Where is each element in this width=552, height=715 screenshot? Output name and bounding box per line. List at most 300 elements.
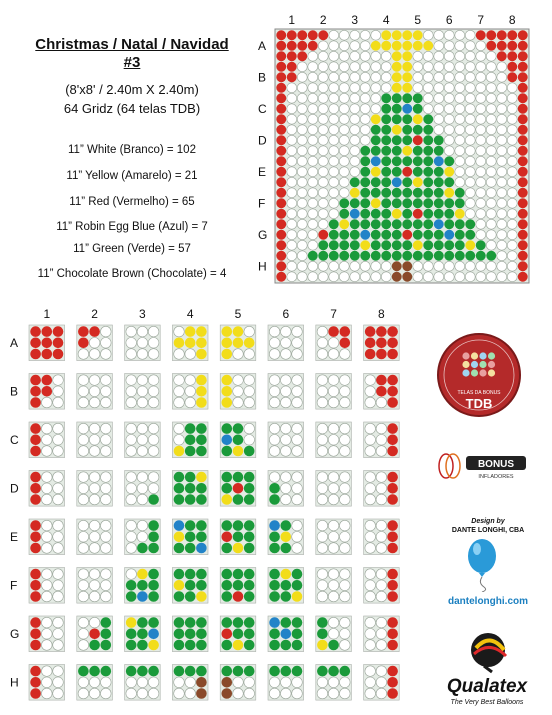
- overview-balloon: [287, 261, 297, 271]
- overview-balloon: [465, 51, 475, 61]
- block-balloon: [53, 338, 64, 349]
- block-balloon: [292, 543, 303, 554]
- overview-balloon: [444, 198, 454, 208]
- block-balloon: [292, 338, 303, 349]
- block-balloon: [78, 688, 89, 699]
- block-balloon: [53, 520, 64, 531]
- overview-balloon: [308, 188, 318, 198]
- block-balloon: [126, 375, 137, 386]
- overview-balloon: [434, 30, 444, 40]
- overview-row-label: A: [258, 38, 267, 53]
- block-balloon: [42, 423, 53, 434]
- block-balloon: [340, 580, 351, 591]
- overview-balloon: [318, 146, 328, 156]
- overview-balloon: [350, 198, 360, 208]
- overview-balloon: [276, 198, 286, 208]
- block-balloon: [340, 543, 351, 554]
- block-balloon: [78, 617, 89, 628]
- block-balloon: [53, 326, 64, 337]
- block-balloon: [148, 688, 159, 699]
- block-balloon: [101, 375, 112, 386]
- block-balloon: [376, 629, 387, 640]
- block-balloon: [185, 520, 196, 531]
- tdb-dot: [488, 352, 495, 359]
- block-balloon: [42, 494, 53, 505]
- overview-balloon: [465, 30, 475, 40]
- overview-balloon: [423, 41, 433, 51]
- overview-balloon: [486, 93, 496, 103]
- block-balloon: [148, 617, 159, 628]
- overview-balloon: [507, 272, 517, 282]
- block-balloon: [244, 483, 255, 494]
- block-balloon: [196, 580, 207, 591]
- overview-balloon: [339, 125, 349, 135]
- block-balloon: [233, 629, 244, 640]
- overview-balloon: [444, 251, 454, 261]
- overview-balloon: [392, 261, 402, 271]
- block-balloon: [340, 472, 351, 483]
- block-balloon: [340, 446, 351, 457]
- website-link[interactable]: dantelonghi.com: [448, 596, 528, 607]
- block-balloon: [148, 640, 159, 651]
- block-balloon: [317, 617, 328, 628]
- overview-balloon: [287, 51, 297, 61]
- overview-balloon: [287, 251, 297, 261]
- overview-balloon: [413, 93, 423, 103]
- block-balloon: [148, 375, 159, 386]
- block-balloon: [78, 338, 89, 349]
- block-balloon: [42, 629, 53, 640]
- overview-balloon: [444, 93, 454, 103]
- block-balloon: [317, 580, 328, 591]
- overview-balloon: [329, 51, 339, 61]
- overview-balloon: [476, 104, 486, 114]
- overview-balloon: [402, 30, 412, 40]
- overview-balloon: [507, 114, 517, 124]
- block-balloon: [233, 617, 244, 628]
- exploded-col-label: 5: [234, 307, 242, 321]
- block-balloon: [174, 338, 185, 349]
- block-balloon: [340, 386, 351, 397]
- block-balloon: [101, 472, 112, 483]
- overview-balloon: [381, 51, 391, 61]
- overview-balloon: [329, 135, 339, 145]
- overview-balloon: [276, 188, 286, 198]
- overview-balloon: [465, 135, 475, 145]
- overview-balloon: [486, 146, 496, 156]
- overview-balloon: [455, 209, 465, 219]
- block-balloon: [233, 326, 244, 337]
- overview-balloon: [497, 230, 507, 240]
- block-balloon: [281, 640, 292, 651]
- block-balloon: [196, 569, 207, 580]
- overview-balloon: [371, 219, 381, 229]
- block-balloon: [233, 349, 244, 360]
- overview-balloon: [476, 51, 486, 61]
- overview-balloon: [402, 167, 412, 177]
- overview-row-label: F: [258, 196, 266, 211]
- block-balloon: [269, 580, 280, 591]
- exploded-row-label: E: [10, 529, 19, 544]
- block-balloon: [269, 472, 280, 483]
- block-balloon: [78, 543, 89, 554]
- block-balloon: [317, 520, 328, 531]
- block-balloon: [126, 532, 137, 543]
- block-balloon: [387, 677, 398, 688]
- block-balloon: [244, 629, 255, 640]
- overview-balloon: [497, 209, 507, 219]
- overview-balloon: [318, 83, 328, 93]
- overview-balloon: [339, 188, 349, 198]
- overview-balloon: [486, 30, 496, 40]
- block-balloon: [101, 349, 112, 360]
- block-balloon: [42, 591, 53, 602]
- block-balloon: [185, 338, 196, 349]
- block-balloon: [126, 520, 137, 531]
- overview-balloon: [308, 125, 318, 135]
- overview-balloon: [339, 230, 349, 240]
- overview-balloon: [392, 41, 402, 51]
- block-balloon: [53, 617, 64, 628]
- block-balloon: [340, 326, 351, 337]
- overview-balloon: [287, 62, 297, 72]
- overview-balloon: [402, 41, 412, 51]
- overview-balloon: [276, 209, 286, 219]
- overview-balloon: [350, 114, 360, 124]
- overview-balloon: [476, 198, 486, 208]
- overview-balloon: [497, 261, 507, 271]
- block-balloon: [292, 520, 303, 531]
- block-balloon: [365, 532, 376, 543]
- block-balloon: [53, 591, 64, 602]
- overview-balloon: [455, 104, 465, 114]
- overview-balloon: [434, 230, 444, 240]
- overview-balloon: [497, 219, 507, 229]
- block-balloon: [148, 532, 159, 543]
- block-balloon: [148, 397, 159, 408]
- overview-balloon: [444, 219, 454, 229]
- block-balloon: [42, 349, 53, 360]
- block-balloon: [340, 349, 351, 360]
- overview-balloon: [276, 135, 286, 145]
- overview-balloon: [434, 51, 444, 61]
- block-balloon: [89, 569, 100, 580]
- block-balloon: [387, 569, 398, 580]
- block-balloon: [317, 688, 328, 699]
- overview-balloon: [329, 83, 339, 93]
- overview-balloon: [329, 41, 339, 51]
- block-balloon: [317, 375, 328, 386]
- block-balloon: [174, 520, 185, 531]
- block-balloon: [222, 543, 233, 554]
- block-balloon: [42, 688, 53, 699]
- block-balloon: [328, 666, 339, 677]
- block-balloon: [222, 397, 233, 408]
- block-balloon: [281, 591, 292, 602]
- block-balloon: [89, 435, 100, 446]
- overview-balloon: [339, 146, 349, 156]
- block-balloon: [233, 520, 244, 531]
- block-balloon: [148, 446, 159, 457]
- overview-balloon: [392, 83, 402, 93]
- overview-balloon: [402, 219, 412, 229]
- overview-balloon: [413, 41, 423, 51]
- overview-balloon: [381, 230, 391, 240]
- overview-balloon: [392, 188, 402, 198]
- overview-balloon: [476, 188, 486, 198]
- block-balloon: [185, 446, 196, 457]
- overview-balloon: [402, 125, 412, 135]
- overview-balloon: [329, 240, 339, 250]
- overview-balloon: [297, 135, 307, 145]
- overview-balloon: [371, 209, 381, 219]
- overview-col-label: 7: [477, 13, 485, 27]
- overview-balloon: [465, 240, 475, 250]
- overview-balloon: [360, 114, 370, 124]
- block-balloon: [196, 688, 207, 699]
- overview-balloon: [392, 93, 402, 103]
- overview-balloon: [423, 240, 433, 250]
- overview-balloon: [329, 209, 339, 219]
- block-balloon: [89, 375, 100, 386]
- block-balloon: [196, 446, 207, 457]
- block-balloon: [233, 666, 244, 677]
- block-balloon: [42, 472, 53, 483]
- overview-balloon: [465, 261, 475, 271]
- overview-balloon: [465, 83, 475, 93]
- overview-balloon: [518, 93, 528, 103]
- overview-balloon: [455, 261, 465, 271]
- overview-balloon: [287, 30, 297, 40]
- overview-balloon: [455, 240, 465, 250]
- tdb-dot: [462, 352, 469, 359]
- overview-balloon: [476, 272, 486, 282]
- overview-balloon: [318, 30, 328, 40]
- block-balloon: [101, 435, 112, 446]
- overview-balloon: [444, 30, 454, 40]
- block-balloon: [387, 520, 398, 531]
- overview-balloon: [329, 219, 339, 229]
- overview-balloon: [276, 51, 286, 61]
- overview-balloon: [392, 177, 402, 187]
- overview-balloon: [287, 230, 297, 240]
- overview-balloon: [371, 114, 381, 124]
- block-balloon: [222, 532, 233, 543]
- block-balloon: [340, 397, 351, 408]
- overview-balloon: [276, 114, 286, 124]
- block-balloon: [365, 617, 376, 628]
- overview-balloon: [329, 261, 339, 271]
- block-balloon: [269, 591, 280, 602]
- overview-balloon: [434, 240, 444, 250]
- overview-balloon: [497, 62, 507, 72]
- block-balloon: [89, 397, 100, 408]
- overview-balloon: [455, 135, 465, 145]
- block-balloon: [42, 617, 53, 628]
- block-balloon: [244, 666, 255, 677]
- overview-balloon: [497, 272, 507, 282]
- overview-balloon: [276, 93, 286, 103]
- overview-balloon: [444, 62, 454, 72]
- block-balloon: [89, 640, 100, 651]
- block-balloon: [222, 688, 233, 699]
- overview-balloon: [297, 41, 307, 51]
- overview-balloon: [297, 188, 307, 198]
- overview-row-label: C: [258, 101, 267, 116]
- block-balloon: [317, 397, 328, 408]
- block-balloon: [137, 386, 148, 397]
- block-balloon: [222, 386, 233, 397]
- block-balloon: [222, 483, 233, 494]
- block-balloon: [174, 591, 185, 602]
- block-balloon: [185, 472, 196, 483]
- block-balloon: [222, 326, 233, 337]
- block-balloon: [126, 640, 137, 651]
- overview-balloon: [423, 146, 433, 156]
- overview-balloon: [402, 230, 412, 240]
- overview-balloon: [287, 240, 297, 250]
- block-balloon: [222, 435, 233, 446]
- block-balloon: [328, 349, 339, 360]
- overview-balloon: [402, 156, 412, 166]
- overview-balloon: [287, 188, 297, 198]
- overview-balloon: [497, 83, 507, 93]
- block-balloon: [340, 640, 351, 651]
- block-balloon: [376, 580, 387, 591]
- overview-balloon: [381, 198, 391, 208]
- block-balloon: [137, 520, 148, 531]
- block-balloon: [376, 326, 387, 337]
- overview-balloon: [371, 251, 381, 261]
- overview-balloon: [476, 62, 486, 72]
- overview-balloon: [402, 209, 412, 219]
- overview-balloon: [444, 146, 454, 156]
- block-balloon: [281, 688, 292, 699]
- overview-balloon: [486, 114, 496, 124]
- overview-balloon: [434, 209, 444, 219]
- overview-balloon: [276, 240, 286, 250]
- overview-row-label: G: [258, 227, 268, 242]
- overview-balloon: [308, 146, 318, 156]
- overview-balloon: [360, 93, 370, 103]
- block-balloon: [365, 338, 376, 349]
- overview-balloon: [465, 219, 475, 229]
- overview-balloon: [392, 156, 402, 166]
- overview-balloon: [413, 125, 423, 135]
- overview-balloon: [329, 146, 339, 156]
- overview-balloon: [465, 41, 475, 51]
- overview-balloon: [497, 114, 507, 124]
- overview-balloon: [297, 240, 307, 250]
- block-balloon: [328, 677, 339, 688]
- overview-balloon: [507, 125, 517, 135]
- block-balloon: [365, 666, 376, 677]
- overview-balloon: [297, 156, 307, 166]
- overview-balloon: [518, 114, 528, 124]
- block-balloon: [148, 629, 159, 640]
- block-balloon: [174, 326, 185, 337]
- overview-balloon: [507, 62, 517, 72]
- block-balloon: [137, 349, 148, 360]
- overview-balloon: [360, 167, 370, 177]
- overview-balloon: [402, 83, 412, 93]
- overview-balloon: [287, 93, 297, 103]
- overview-balloon: [455, 156, 465, 166]
- block-balloon: [174, 640, 185, 651]
- overview-balloon: [486, 261, 496, 271]
- overview-balloon: [486, 240, 496, 250]
- block-balloon: [328, 569, 339, 580]
- block-balloon: [148, 435, 159, 446]
- block-balloon: [269, 338, 280, 349]
- block-balloon: [137, 397, 148, 408]
- block-balloon: [89, 386, 100, 397]
- block-balloon: [78, 520, 89, 531]
- block-balloon: [244, 397, 255, 408]
- overview-balloon: [434, 156, 444, 166]
- block-balloon: [340, 338, 351, 349]
- block-balloon: [365, 494, 376, 505]
- block-balloon: [281, 617, 292, 628]
- overview-balloon: [287, 146, 297, 156]
- exploded-col-label: 3: [139, 307, 146, 321]
- block-balloon: [30, 666, 41, 677]
- block-balloon: [126, 494, 137, 505]
- block-balloon: [126, 580, 137, 591]
- exploded-row-label: F: [10, 578, 18, 593]
- block-balloon: [281, 543, 292, 554]
- overview-balloon: [476, 177, 486, 187]
- block-balloon: [222, 423, 233, 434]
- block-balloon: [376, 532, 387, 543]
- block-balloon: [53, 349, 64, 360]
- overview-balloon: [455, 93, 465, 103]
- block-balloon: [233, 580, 244, 591]
- block-balloon: [101, 666, 112, 677]
- exploded-col-label: 4: [186, 307, 194, 321]
- block-balloon: [317, 326, 328, 337]
- block-balloon: [42, 338, 53, 349]
- block-balloon: [196, 677, 207, 688]
- block-balloon: [137, 423, 148, 434]
- block-balloon: [328, 397, 339, 408]
- overview-balloon: [507, 135, 517, 145]
- block-balloon: [244, 580, 255, 591]
- block-balloon: [148, 386, 159, 397]
- block-balloon: [196, 591, 207, 602]
- overview-balloon: [350, 83, 360, 93]
- block-balloon: [196, 543, 207, 554]
- overview-balloon: [360, 83, 370, 93]
- overview-balloon: [518, 104, 528, 114]
- overview-balloon: [444, 272, 454, 282]
- block-balloon: [269, 569, 280, 580]
- overview-balloon: [434, 219, 444, 229]
- exploded-col-label: 1: [43, 307, 51, 321]
- overview-balloon: [329, 251, 339, 261]
- block-balloon: [137, 580, 148, 591]
- overview-balloon: [402, 135, 412, 145]
- overview-balloon: [434, 93, 444, 103]
- block-balloon: [174, 494, 185, 505]
- block-balloon: [174, 423, 185, 434]
- block-balloon: [174, 375, 185, 386]
- overview-balloon: [455, 114, 465, 124]
- count-white: 11” White (Branco) = 102: [68, 144, 196, 156]
- block-balloon: [244, 617, 255, 628]
- block-balloon: [101, 446, 112, 457]
- block-balloon: [365, 629, 376, 640]
